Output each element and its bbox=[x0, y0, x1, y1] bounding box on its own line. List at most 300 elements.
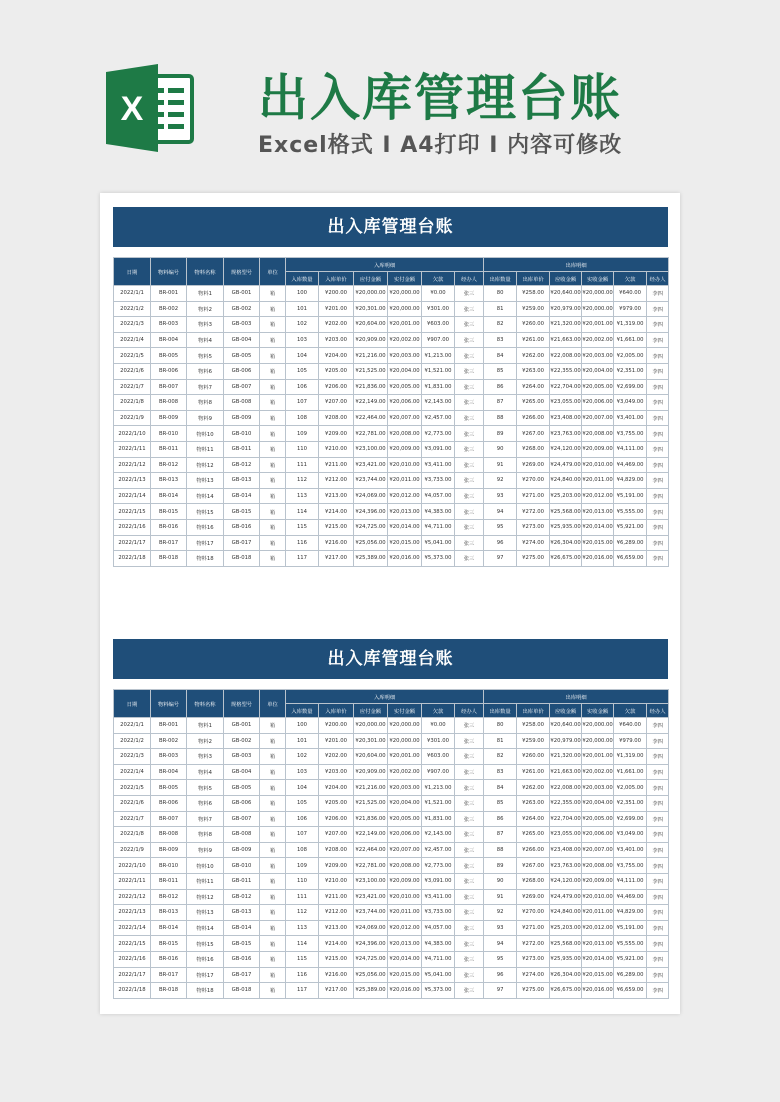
table-cell: GB-005 bbox=[224, 780, 260, 796]
table-cell: ¥24,725.00 bbox=[354, 951, 388, 967]
table-row bbox=[114, 827, 669, 843]
table-cell: ¥5,041.00 bbox=[422, 967, 455, 983]
header-in-5: 经办人 bbox=[455, 704, 484, 718]
table-cell: ¥270.00 bbox=[517, 473, 550, 489]
ledger-table bbox=[113, 689, 669, 999]
table-cell: 2022/1/11 bbox=[114, 873, 151, 889]
table-row bbox=[114, 379, 669, 395]
table-cell: 2022/1/6 bbox=[114, 795, 151, 811]
table-cell: 箱 bbox=[260, 410, 286, 426]
table-cell: BR-006 bbox=[151, 795, 187, 811]
table-cell: 2022/1/8 bbox=[114, 395, 151, 411]
header-spec: 规格型号 bbox=[224, 690, 260, 718]
table-cell: ¥3,411.00 bbox=[422, 457, 455, 473]
table-cell: ¥1,831.00 bbox=[422, 379, 455, 395]
table-cell: 109 bbox=[286, 858, 319, 874]
table-cell: ¥3,401.00 bbox=[614, 842, 647, 858]
table-cell: 83 bbox=[484, 332, 517, 348]
table-cell: 105 bbox=[286, 363, 319, 379]
table-cell: 李四 bbox=[647, 827, 669, 843]
table-cell: 105 bbox=[286, 795, 319, 811]
table-cell: ¥20,004.00 bbox=[388, 363, 422, 379]
table-cell: 2022/1/3 bbox=[114, 317, 151, 333]
table-cell: ¥213.00 bbox=[319, 488, 354, 504]
table-cell: 张三 bbox=[455, 967, 484, 983]
table-cell: ¥24,479.00 bbox=[550, 889, 582, 905]
table-cell: ¥22,464.00 bbox=[354, 842, 388, 858]
table-cell: 张三 bbox=[455, 780, 484, 796]
table-cell: ¥23,763.00 bbox=[550, 858, 582, 874]
table-cell: 张三 bbox=[455, 920, 484, 936]
table-cell: ¥271.00 bbox=[517, 488, 550, 504]
table-cell: ¥23,763.00 bbox=[550, 426, 582, 442]
table-cell: BR-016 bbox=[151, 951, 187, 967]
table-cell: ¥20,015.00 bbox=[582, 967, 614, 983]
table-cell: ¥24,396.00 bbox=[354, 504, 388, 520]
table-cell: 物料12 bbox=[187, 889, 224, 905]
table-cell: 箱 bbox=[260, 379, 286, 395]
table-cell: BR-018 bbox=[151, 983, 187, 999]
table-cell: GB-014 bbox=[224, 920, 260, 936]
table-cell: 李四 bbox=[647, 873, 669, 889]
table-row bbox=[114, 426, 669, 442]
table-cell: ¥210.00 bbox=[319, 441, 354, 457]
table-cell: GB-015 bbox=[224, 504, 260, 520]
table-cell: ¥20,301.00 bbox=[354, 733, 388, 749]
table-cell: 109 bbox=[286, 426, 319, 442]
table-cell: ¥23,100.00 bbox=[354, 873, 388, 889]
table-cell: ¥4,469.00 bbox=[614, 457, 647, 473]
table-cell: 2022/1/14 bbox=[114, 488, 151, 504]
table-cell: ¥20,013.00 bbox=[388, 504, 422, 520]
table-cell: 李四 bbox=[647, 718, 669, 734]
table-cell: ¥3,733.00 bbox=[422, 473, 455, 489]
table-cell: 2022/1/2 bbox=[114, 301, 151, 317]
table-body bbox=[114, 286, 669, 567]
table-cell: ¥21,216.00 bbox=[354, 348, 388, 364]
table-cell: ¥272.00 bbox=[517, 936, 550, 952]
table-cell: GB-011 bbox=[224, 441, 260, 457]
table-cell: ¥20,979.00 bbox=[550, 301, 582, 317]
table-cell: ¥22,008.00 bbox=[550, 780, 582, 796]
table-cell: ¥20,007.00 bbox=[582, 842, 614, 858]
table-cell: 箱 bbox=[260, 551, 286, 567]
table-cell: 李四 bbox=[647, 457, 669, 473]
table-cell: ¥1,213.00 bbox=[422, 348, 455, 364]
table-cell: 2022/1/2 bbox=[114, 733, 151, 749]
table-cell: 物料13 bbox=[187, 473, 224, 489]
table-cell: 82 bbox=[484, 317, 517, 333]
table-cell: 2022/1/13 bbox=[114, 905, 151, 921]
table-cell: GB-010 bbox=[224, 426, 260, 442]
table-cell: ¥3,091.00 bbox=[422, 873, 455, 889]
sheet-title: 出入库管理台账 bbox=[113, 639, 668, 679]
table-row bbox=[114, 348, 669, 364]
table-cell: ¥20,001.00 bbox=[388, 749, 422, 765]
table-cell: ¥202.00 bbox=[319, 317, 354, 333]
table-cell: ¥261.00 bbox=[517, 764, 550, 780]
table-cell: GB-013 bbox=[224, 905, 260, 921]
table-cell: ¥3,411.00 bbox=[422, 889, 455, 905]
table-cell: ¥271.00 bbox=[517, 920, 550, 936]
table-cell: ¥3,733.00 bbox=[422, 905, 455, 921]
table-cell: 李四 bbox=[647, 795, 669, 811]
table-cell: 物料11 bbox=[187, 441, 224, 457]
table-cell: BR-013 bbox=[151, 473, 187, 489]
table-cell: 101 bbox=[286, 301, 319, 317]
table-cell: ¥1,661.00 bbox=[614, 332, 647, 348]
table-cell: ¥26,675.00 bbox=[550, 551, 582, 567]
table-cell: ¥23,421.00 bbox=[354, 889, 388, 905]
table-row bbox=[114, 780, 669, 796]
table-cell: BR-007 bbox=[151, 811, 187, 827]
table-cell: 箱 bbox=[260, 749, 286, 765]
header-in-0: 入库数量 bbox=[286, 272, 319, 286]
table-cell: ¥23,100.00 bbox=[354, 441, 388, 457]
table-cell: 2022/1/17 bbox=[114, 967, 151, 983]
table-cell: ¥206.00 bbox=[319, 811, 354, 827]
table-cell: 84 bbox=[484, 780, 517, 796]
table-cell: 张三 bbox=[455, 519, 484, 535]
table-cell: 张三 bbox=[455, 301, 484, 317]
table-cell: ¥4,469.00 bbox=[614, 889, 647, 905]
table-cell: ¥20,007.00 bbox=[388, 842, 422, 858]
table-cell: ¥208.00 bbox=[319, 842, 354, 858]
table-cell: ¥20,979.00 bbox=[550, 733, 582, 749]
table-row bbox=[114, 764, 669, 780]
table-cell: 物料5 bbox=[187, 348, 224, 364]
table-cell: 张三 bbox=[455, 764, 484, 780]
table-cell: ¥20,011.00 bbox=[388, 473, 422, 489]
table-cell: ¥2,351.00 bbox=[614, 795, 647, 811]
table-cell: 张三 bbox=[455, 535, 484, 551]
table-cell: 箱 bbox=[260, 873, 286, 889]
table-cell: ¥979.00 bbox=[614, 733, 647, 749]
table-cell: ¥2,457.00 bbox=[422, 842, 455, 858]
table-cell: 物料17 bbox=[187, 535, 224, 551]
table-cell: 张三 bbox=[455, 749, 484, 765]
table-cell: 117 bbox=[286, 983, 319, 999]
table-cell: ¥22,704.00 bbox=[550, 379, 582, 395]
table-cell: BR-018 bbox=[151, 551, 187, 567]
table-cell: ¥4,829.00 bbox=[614, 473, 647, 489]
table-row bbox=[114, 410, 669, 426]
table-cell: ¥21,320.00 bbox=[550, 317, 582, 333]
table-cell: BR-003 bbox=[151, 749, 187, 765]
table-cell: BR-010 bbox=[151, 858, 187, 874]
table-cell: ¥20,010.00 bbox=[388, 457, 422, 473]
table-cell: 物料16 bbox=[187, 519, 224, 535]
header-spec: 规格型号 bbox=[224, 258, 260, 286]
table-cell: 物料2 bbox=[187, 301, 224, 317]
table-cell: ¥6,659.00 bbox=[614, 983, 647, 999]
table-cell: ¥20,006.00 bbox=[582, 395, 614, 411]
table-cell: ¥20,010.00 bbox=[582, 889, 614, 905]
table-cell: ¥205.00 bbox=[319, 795, 354, 811]
header-code: 物料编号 bbox=[151, 258, 187, 286]
header-in-1: 入库单价 bbox=[319, 704, 354, 718]
table-cell: GB-012 bbox=[224, 889, 260, 905]
table-cell: ¥24,120.00 bbox=[550, 441, 582, 457]
table-cell: ¥1,521.00 bbox=[422, 363, 455, 379]
table-cell: ¥269.00 bbox=[517, 457, 550, 473]
table-cell: ¥265.00 bbox=[517, 827, 550, 843]
table-cell: ¥301.00 bbox=[422, 301, 455, 317]
table-cell: BR-007 bbox=[151, 379, 187, 395]
table-cell: 李四 bbox=[647, 764, 669, 780]
header-in-0: 入库数量 bbox=[286, 704, 319, 718]
table-cell: 89 bbox=[484, 426, 517, 442]
table-cell: 张三 bbox=[455, 951, 484, 967]
table-cell: 物料3 bbox=[187, 749, 224, 765]
table-cell: ¥4,111.00 bbox=[614, 441, 647, 457]
table-cell: 箱 bbox=[260, 842, 286, 858]
table-cell: ¥20,014.00 bbox=[582, 519, 614, 535]
table-cell: 箱 bbox=[260, 488, 286, 504]
table-row bbox=[114, 363, 669, 379]
table-cell: 物料15 bbox=[187, 936, 224, 952]
table-cell: ¥20,005.00 bbox=[582, 811, 614, 827]
table-cell: 100 bbox=[286, 718, 319, 734]
header-out-3: 实收金额 bbox=[582, 272, 614, 286]
table-cell: ¥23,055.00 bbox=[550, 395, 582, 411]
table-cell: ¥263.00 bbox=[517, 795, 550, 811]
table-cell: GB-017 bbox=[224, 967, 260, 983]
table-cell: 物料9 bbox=[187, 410, 224, 426]
table-cell: ¥1,661.00 bbox=[614, 764, 647, 780]
table-cell: BR-012 bbox=[151, 889, 187, 905]
table-cell: ¥203.00 bbox=[319, 764, 354, 780]
table-cell: ¥25,389.00 bbox=[354, 983, 388, 999]
table-cell: ¥24,069.00 bbox=[354, 488, 388, 504]
table-cell: 物料14 bbox=[187, 920, 224, 936]
table-row bbox=[114, 811, 669, 827]
table-row bbox=[114, 535, 669, 551]
table-cell: ¥207.00 bbox=[319, 827, 354, 843]
table-row bbox=[114, 317, 669, 333]
table-cell: 张三 bbox=[455, 795, 484, 811]
table-cell: 101 bbox=[286, 733, 319, 749]
table-cell: 2022/1/7 bbox=[114, 811, 151, 827]
table-cell: ¥20,005.00 bbox=[388, 811, 422, 827]
table-cell: GB-017 bbox=[224, 535, 260, 551]
table-cell: ¥301.00 bbox=[422, 733, 455, 749]
table-cell: ¥20,008.00 bbox=[388, 426, 422, 442]
table-cell: ¥25,935.00 bbox=[550, 951, 582, 967]
table-cell: ¥24,396.00 bbox=[354, 936, 388, 952]
table-cell: ¥23,421.00 bbox=[354, 457, 388, 473]
table-cell: ¥24,069.00 bbox=[354, 920, 388, 936]
table-cell: ¥20,016.00 bbox=[582, 551, 614, 567]
table-cell: ¥640.00 bbox=[614, 718, 647, 734]
table-cell: 115 bbox=[286, 519, 319, 535]
header-in-1: 入库单价 bbox=[319, 272, 354, 286]
table-cell: BR-012 bbox=[151, 457, 187, 473]
table-cell: ¥2,773.00 bbox=[422, 858, 455, 874]
table-cell: 物料6 bbox=[187, 363, 224, 379]
table-cell: 张三 bbox=[455, 379, 484, 395]
table-cell: ¥640.00 bbox=[614, 286, 647, 302]
table-cell: ¥1,521.00 bbox=[422, 795, 455, 811]
table-cell: ¥20,000.00 bbox=[582, 733, 614, 749]
table-cell: ¥5,191.00 bbox=[614, 488, 647, 504]
header-date: 日期 bbox=[114, 258, 151, 286]
table-cell: ¥263.00 bbox=[517, 363, 550, 379]
table-cell: 李四 bbox=[647, 967, 669, 983]
table-cell: 箱 bbox=[260, 811, 286, 827]
table-cell: ¥260.00 bbox=[517, 749, 550, 765]
table-cell: GB-007 bbox=[224, 811, 260, 827]
table-cell: ¥20,001.00 bbox=[582, 317, 614, 333]
table-cell: BR-004 bbox=[151, 764, 187, 780]
table-cell: ¥212.00 bbox=[319, 473, 354, 489]
table-cell: ¥217.00 bbox=[319, 551, 354, 567]
table-cell: GB-006 bbox=[224, 795, 260, 811]
table-cell: GB-013 bbox=[224, 473, 260, 489]
table-cell: ¥20,000.00 bbox=[388, 718, 422, 734]
table-cell: 张三 bbox=[455, 348, 484, 364]
table-cell: 117 bbox=[286, 551, 319, 567]
table-cell: 箱 bbox=[260, 967, 286, 983]
table-cell: 李四 bbox=[647, 379, 669, 395]
table-cell: BR-005 bbox=[151, 348, 187, 364]
table-cell: ¥1,213.00 bbox=[422, 780, 455, 796]
table-cell: 李四 bbox=[647, 551, 669, 567]
table-cell: 张三 bbox=[455, 733, 484, 749]
table-cell: ¥205.00 bbox=[319, 363, 354, 379]
table-cell: ¥20,012.00 bbox=[582, 488, 614, 504]
table-cell: ¥264.00 bbox=[517, 379, 550, 395]
table-cell: 112 bbox=[286, 473, 319, 489]
table-cell: ¥275.00 bbox=[517, 983, 550, 999]
table-cell: ¥20,005.00 bbox=[582, 379, 614, 395]
table-cell: 114 bbox=[286, 936, 319, 952]
table-cell: GB-008 bbox=[224, 827, 260, 843]
table-cell: GB-002 bbox=[224, 733, 260, 749]
table-cell: ¥20,604.00 bbox=[354, 749, 388, 765]
table-cell: ¥262.00 bbox=[517, 780, 550, 796]
table-cell: 箱 bbox=[260, 348, 286, 364]
table-cell: 张三 bbox=[455, 457, 484, 473]
table-cell: 2022/1/17 bbox=[114, 535, 151, 551]
table-cell: ¥208.00 bbox=[319, 410, 354, 426]
table-cell: 物料3 bbox=[187, 317, 224, 333]
table-cell: ¥20,006.00 bbox=[582, 827, 614, 843]
page-header bbox=[0, 0, 780, 190]
table-cell: ¥22,781.00 bbox=[354, 426, 388, 442]
table-cell: ¥907.00 bbox=[422, 332, 455, 348]
table-cell: 100 bbox=[286, 286, 319, 302]
table-cell: 李四 bbox=[647, 488, 669, 504]
header-in-3: 实付金额 bbox=[388, 272, 422, 286]
preview-paper bbox=[100, 193, 680, 1014]
table-cell: BR-008 bbox=[151, 395, 187, 411]
table-cell: ¥275.00 bbox=[517, 551, 550, 567]
table-cell: ¥20,002.00 bbox=[582, 332, 614, 348]
table-cell: ¥2,457.00 bbox=[422, 410, 455, 426]
table-cell: ¥20,014.00 bbox=[388, 519, 422, 535]
table-cell: GB-018 bbox=[224, 983, 260, 999]
table-cell: GB-003 bbox=[224, 317, 260, 333]
table-cell: 张三 bbox=[455, 873, 484, 889]
table-cell: 89 bbox=[484, 858, 517, 874]
table-cell: 107 bbox=[286, 827, 319, 843]
table-cell: 108 bbox=[286, 842, 319, 858]
table-cell: ¥23,408.00 bbox=[550, 410, 582, 426]
table-cell: ¥25,056.00 bbox=[354, 967, 388, 983]
table-cell: ¥20,003.00 bbox=[388, 780, 422, 796]
table-cell: 李四 bbox=[647, 504, 669, 520]
table-cell: 110 bbox=[286, 441, 319, 457]
table-cell: 李四 bbox=[647, 749, 669, 765]
table-cell: GB-008 bbox=[224, 395, 260, 411]
table-row bbox=[114, 457, 669, 473]
table-cell: 物料1 bbox=[187, 718, 224, 734]
table-cell: 张三 bbox=[455, 395, 484, 411]
table-cell: 物料6 bbox=[187, 795, 224, 811]
table-cell: ¥260.00 bbox=[517, 317, 550, 333]
header-out-4: 欠款 bbox=[614, 272, 647, 286]
table-cell: ¥22,355.00 bbox=[550, 363, 582, 379]
table-cell: ¥20,016.00 bbox=[582, 983, 614, 999]
table-cell: 李四 bbox=[647, 842, 669, 858]
table-cell: BR-010 bbox=[151, 426, 187, 442]
table-cell: ¥2,005.00 bbox=[614, 780, 647, 796]
ledger-sheet-1 bbox=[113, 207, 668, 567]
table-cell: ¥25,056.00 bbox=[354, 535, 388, 551]
table-cell: ¥20,001.00 bbox=[388, 317, 422, 333]
table-row bbox=[114, 286, 669, 302]
table-cell: 张三 bbox=[455, 426, 484, 442]
table-cell: ¥20,016.00 bbox=[388, 983, 422, 999]
table-cell: 2022/1/6 bbox=[114, 363, 151, 379]
page-subtitle: Excel格式 Ⅰ A4打印 Ⅰ 内容可修改 bbox=[258, 133, 623, 158]
table-cell: ¥6,289.00 bbox=[614, 967, 647, 983]
table-cell: 物料12 bbox=[187, 457, 224, 473]
table-cell: ¥20,003.00 bbox=[582, 348, 614, 364]
table-cell: ¥204.00 bbox=[319, 780, 354, 796]
table-cell: ¥210.00 bbox=[319, 873, 354, 889]
table-cell: ¥23,055.00 bbox=[550, 827, 582, 843]
table-cell: 2022/1/12 bbox=[114, 457, 151, 473]
table-cell: 张三 bbox=[455, 363, 484, 379]
table-cell: ¥20,301.00 bbox=[354, 301, 388, 317]
table-cell: ¥22,149.00 bbox=[354, 827, 388, 843]
table-cell: 2022/1/9 bbox=[114, 410, 151, 426]
table-cell: 箱 bbox=[260, 363, 286, 379]
table-cell: ¥24,725.00 bbox=[354, 519, 388, 535]
table-cell: 李四 bbox=[647, 301, 669, 317]
table-cell: 81 bbox=[484, 301, 517, 317]
table-cell: ¥4,829.00 bbox=[614, 905, 647, 921]
table-cell: BR-001 bbox=[151, 286, 187, 302]
table-cell: ¥20,006.00 bbox=[388, 827, 422, 843]
table-cell: BR-017 bbox=[151, 535, 187, 551]
table-cell: BR-015 bbox=[151, 504, 187, 520]
table-cell: BR-016 bbox=[151, 519, 187, 535]
table-cell: 80 bbox=[484, 718, 517, 734]
table-cell: ¥4,383.00 bbox=[422, 504, 455, 520]
table-cell: ¥20,008.00 bbox=[388, 858, 422, 874]
table-cell: ¥20,000.00 bbox=[388, 286, 422, 302]
table-cell: ¥20,002.00 bbox=[388, 764, 422, 780]
table-cell: GB-003 bbox=[224, 749, 260, 765]
table-cell: ¥269.00 bbox=[517, 889, 550, 905]
table-cell: ¥213.00 bbox=[319, 920, 354, 936]
table-cell: ¥20,009.00 bbox=[388, 873, 422, 889]
table-cell: ¥21,216.00 bbox=[354, 780, 388, 796]
table-cell: 箱 bbox=[260, 858, 286, 874]
